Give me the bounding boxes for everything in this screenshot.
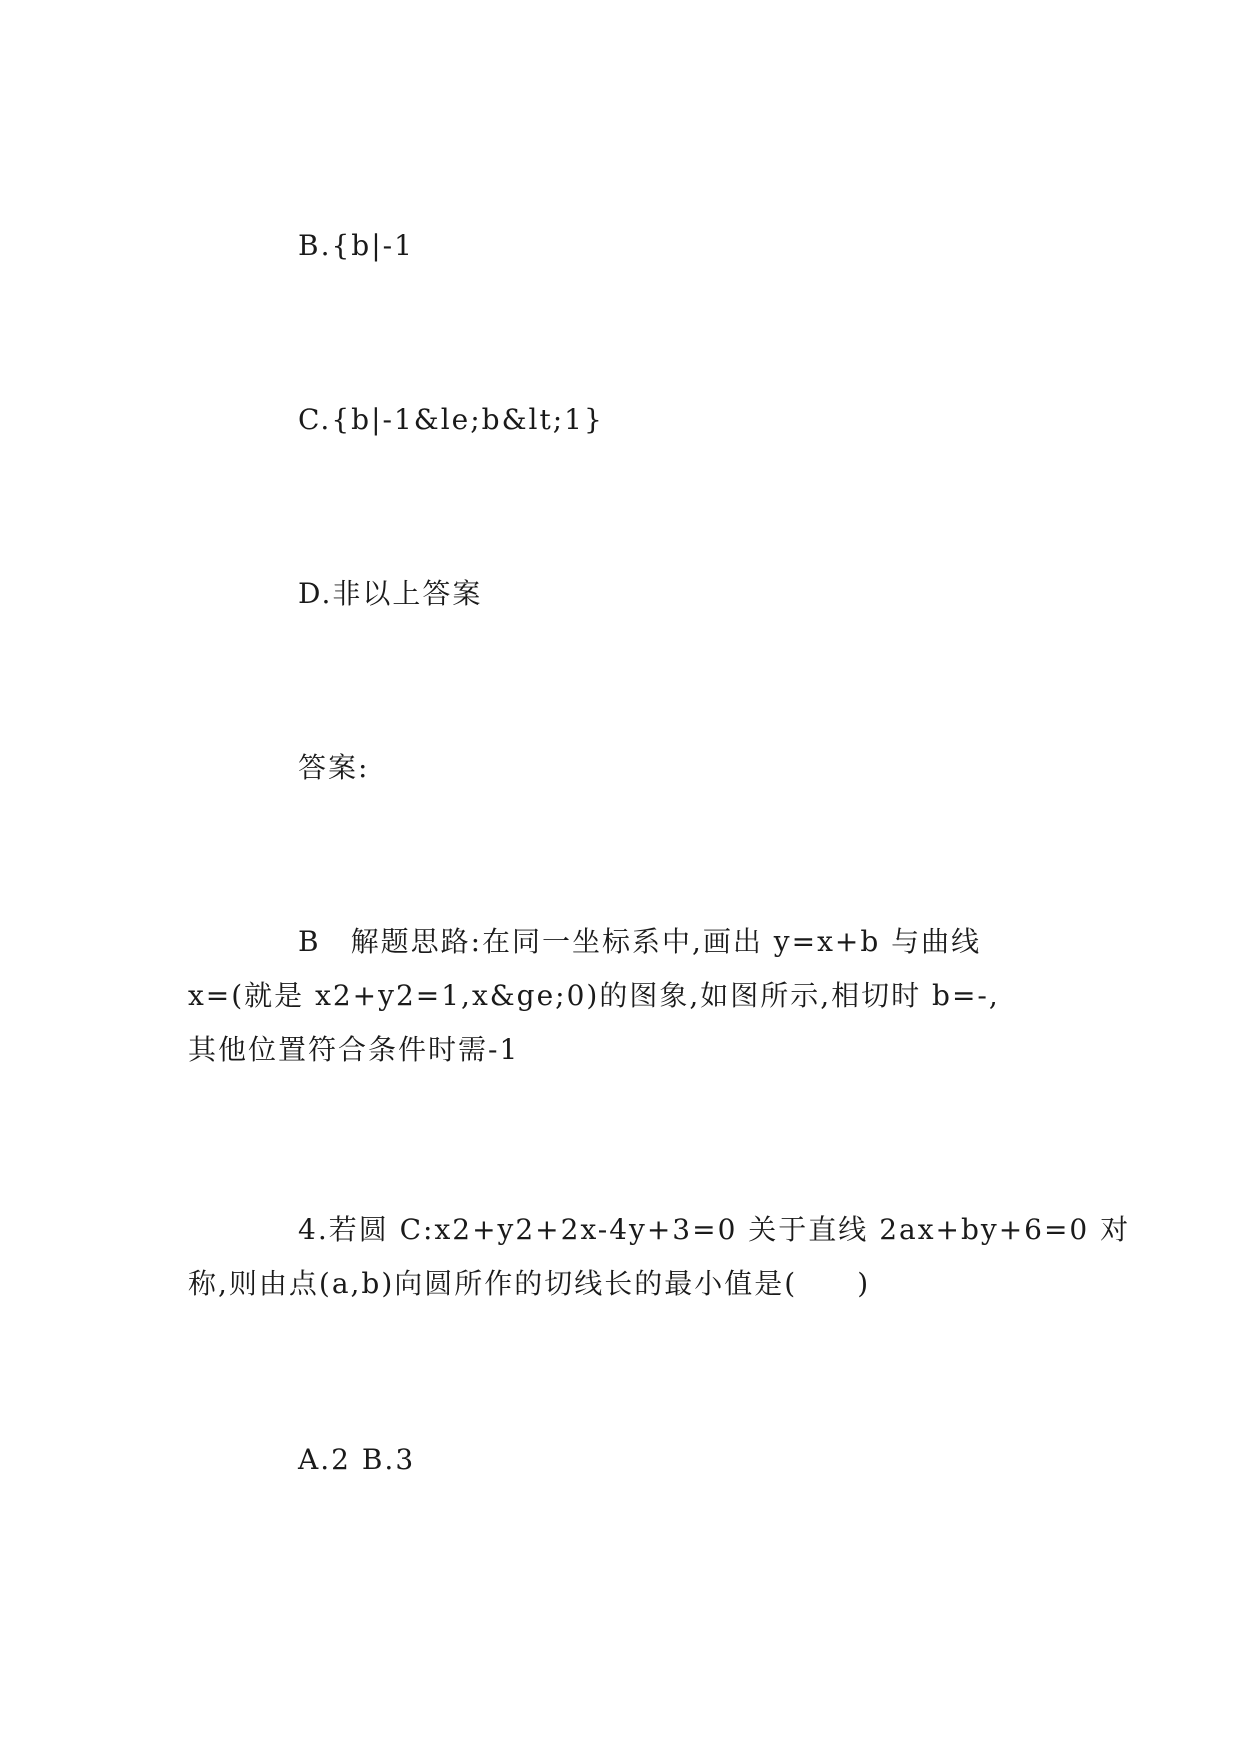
answer-label: 答案: <box>298 751 370 784</box>
solution-line-1: B 解题思路:在同一坐标系中,画出 y=x+b 与曲线 <box>298 925 982 958</box>
option-b: B.{b|-1 <box>298 229 414 262</box>
option-d: D.非以上答案 <box>298 577 483 610</box>
question-4-options: A.2 B.3 <box>298 1443 416 1476</box>
solution-line-2: x=(就是 x2+y2=1,x&ge;0)的图象,如图所示,相切时 b=-, <box>188 979 1000 1012</box>
option-c: C.{b|-1&le;b&lt;1} <box>298 403 604 436</box>
question-4-line-2: 称,则由点(a,b)向圆所作的切线长的最小值是( ) <box>188 1267 871 1300</box>
question-4-line-1: 4.若圆 C:x2+y2+2x-4y+3=0 关于直线 2ax+by+6=0 对 <box>298 1213 1131 1246</box>
solution-line-3: 其他位置符合条件时需-1 <box>188 1033 520 1066</box>
